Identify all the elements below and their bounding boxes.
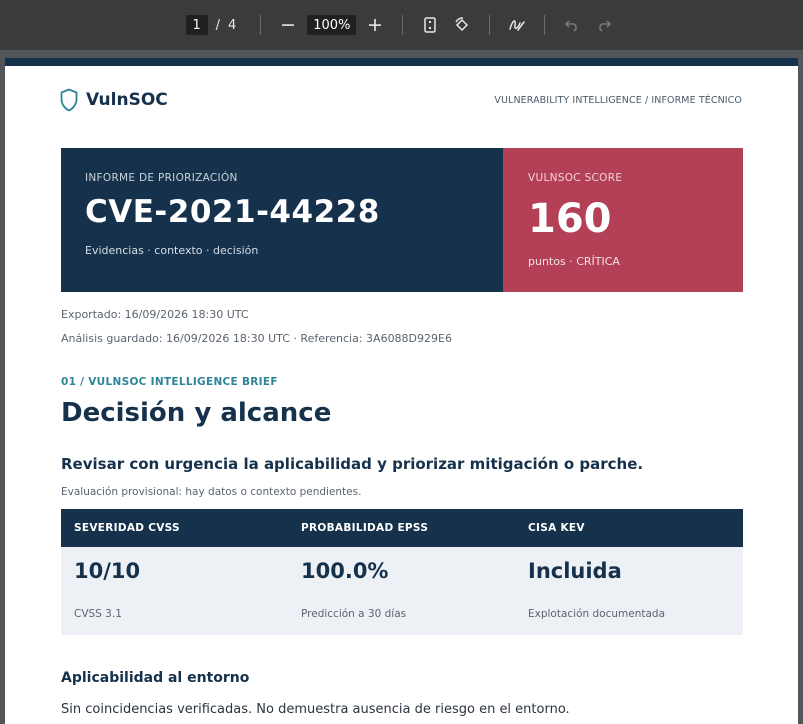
- undo-icon: [564, 18, 580, 32]
- score-severity: puntos · CRÍTICA: [528, 255, 620, 268]
- metric-header-cvss: SEVERIDAD CVSS: [74, 522, 180, 534]
- section-title: Decisión y alcance: [61, 398, 332, 428]
- score-panel: [503, 148, 743, 292]
- redo-button[interactable]: [591, 12, 617, 38]
- pen-signature-icon: [508, 17, 526, 33]
- metric-header-epss: PROBABILIDAD EPSS: [301, 522, 429, 534]
- export-timestamp: Exportado: 16/09/2026 18:30 UTC: [61, 308, 249, 321]
- toolbar-divider: [402, 15, 403, 35]
- metric-sub-cvss: CVSS 3.1: [74, 608, 122, 620]
- toolbar-divider: [544, 15, 545, 35]
- decision-headline: Revisar con urgencia la aplicabilidad y priorizar mitigación o parche.: [61, 455, 644, 473]
- plus-icon: [368, 18, 382, 32]
- metrics-value-row: [61, 547, 743, 635]
- applicability-title: Aplicabilidad al entorno: [61, 670, 250, 686]
- shield-icon: [60, 88, 78, 112]
- undo-button[interactable]: [559, 12, 585, 38]
- fit-page-button[interactable]: [417, 12, 443, 38]
- rotate-button[interactable]: [449, 12, 475, 38]
- page-number-input[interactable]: 1: [186, 15, 208, 35]
- score-label: VULNSOC SCORE: [528, 172, 623, 184]
- brand-name: VulnSOC: [86, 90, 168, 110]
- zoom-in-button[interactable]: [362, 12, 388, 38]
- brand: [60, 88, 168, 112]
- hero-kicker: INFORME DE PRIORIZACIÓN: [85, 172, 238, 184]
- page-separator: /: [215, 17, 220, 33]
- metric-sub-epss: Predicción a 30 días: [301, 608, 407, 620]
- total-pages: 4: [227, 17, 237, 33]
- fit-page-icon: [423, 17, 437, 33]
- metric-value-kev: Incluida: [528, 559, 622, 583]
- redo-icon: [596, 18, 612, 32]
- metric-value-cvss: 10/10: [74, 559, 141, 583]
- metric-value-epss: 100.0%: [301, 559, 389, 583]
- metric-sub-kev: Explotación documentada: [528, 608, 666, 620]
- document-header-label: VULNERABILITY INTELLIGENCE / INFORME TÉCNICO: [494, 95, 742, 106]
- page-top-stripe: [5, 58, 798, 66]
- section-kicker: 01 / VULNSOC INTELLIGENCE BRIEF: [61, 376, 278, 388]
- draw-button[interactable]: [504, 12, 530, 38]
- applicability-text: Sin coincidencias verificadas. No demuestra ausencia de riesgo en el entorno.: [61, 702, 570, 717]
- rotate-icon: [453, 16, 471, 34]
- minus-icon: [281, 18, 295, 32]
- zoom-out-button[interactable]: [275, 12, 301, 38]
- zoom-level-field[interactable]: 100%: [307, 15, 356, 35]
- metric-header-kev: CISA KEV: [528, 522, 585, 534]
- hero-subtitle: Evidencias · contexto · decisión: [85, 244, 259, 257]
- metrics-header-row: [61, 509, 743, 547]
- toolbar-divider: [489, 15, 490, 35]
- hero-banner: [61, 148, 743, 292]
- analysis-reference: Análisis guardado: 16/09/2026 18:30 UTC · Referencia: 3A6088D929E6: [61, 332, 452, 345]
- pdf-viewer-toolbar: [0, 0, 803, 50]
- toolbar-divider: [260, 15, 261, 35]
- evaluation-note: Evaluación provisional: hay datos o contexto pendientes.: [61, 486, 362, 498]
- hero-cve-panel: [61, 148, 503, 292]
- score-value: 160: [528, 196, 612, 242]
- cve-id: CVE-2021-44228: [85, 194, 380, 230]
- document-page: [5, 58, 798, 724]
- metrics-table: [61, 509, 743, 635]
